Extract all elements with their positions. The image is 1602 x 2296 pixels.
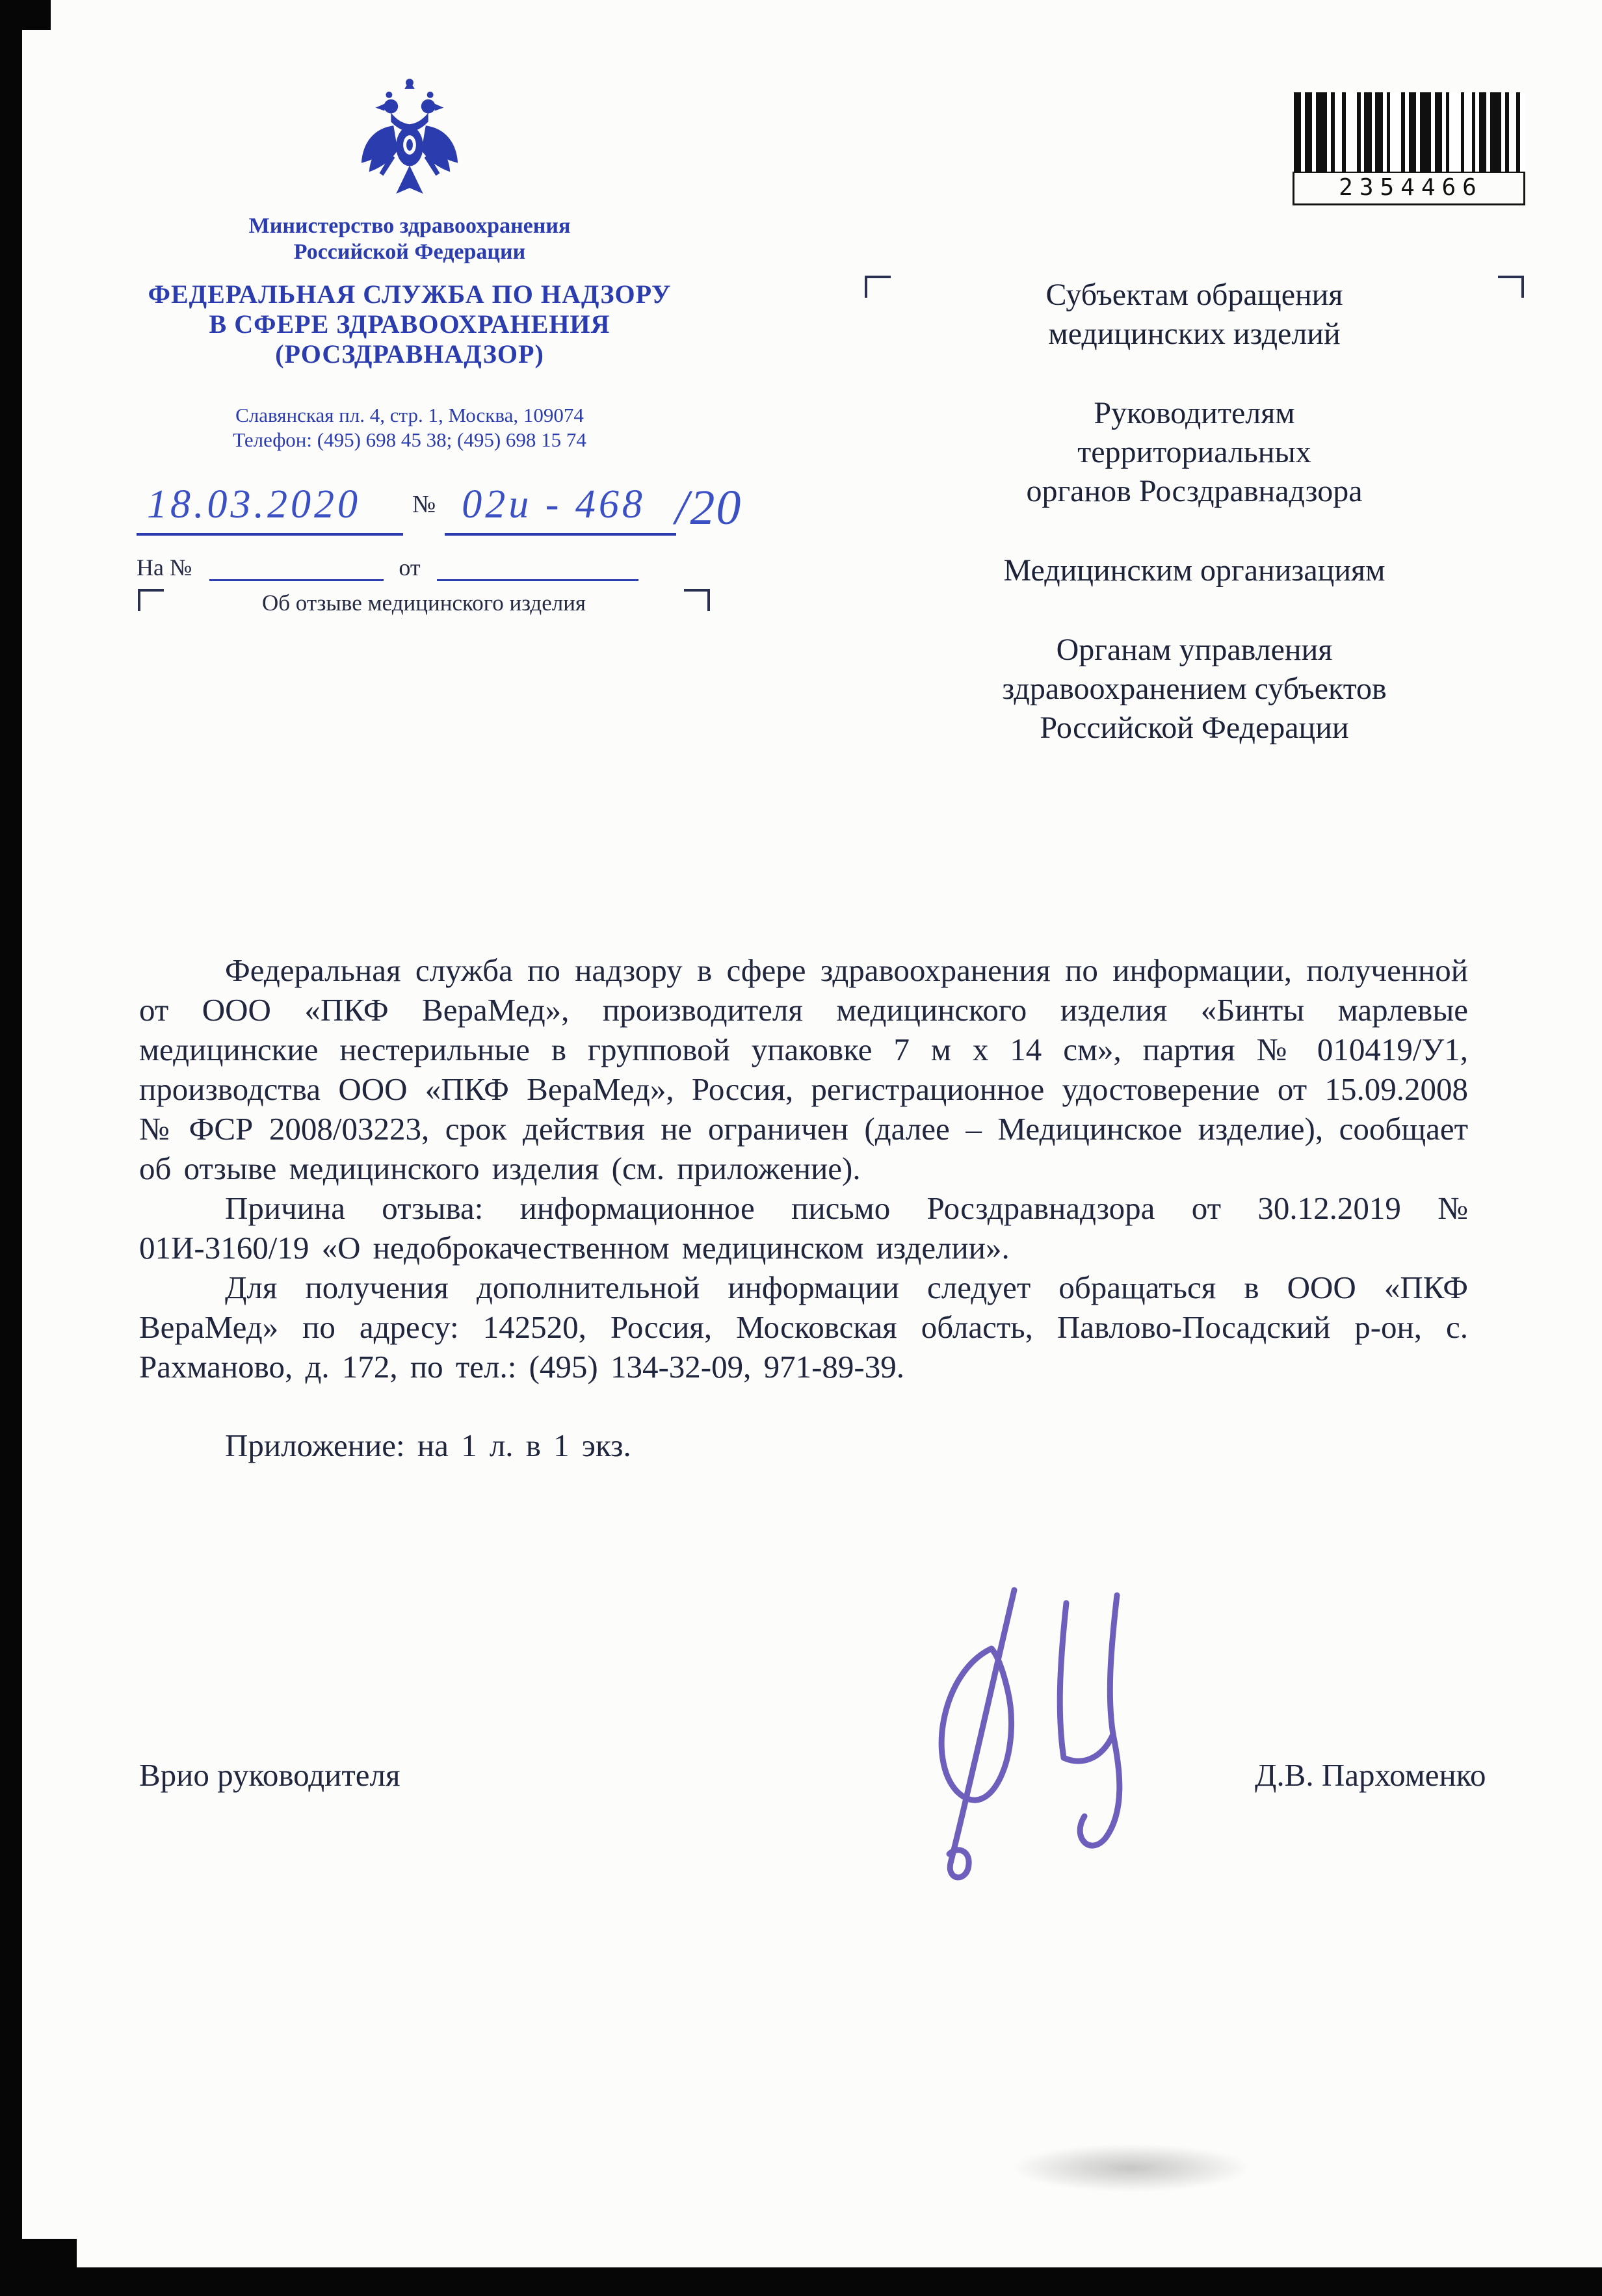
subject-corner-right — [684, 589, 710, 611]
handwritten-date: 18.03.2020 — [137, 482, 403, 536]
handwritten-signature — [852, 1558, 1151, 1896]
addressee-line: Российской Федерации — [1040, 711, 1349, 745]
barcode-number: 2354466 — [1293, 172, 1525, 205]
addressee-line: Руководителям — [1094, 396, 1295, 430]
addressee-line: медицинских изделий — [1048, 317, 1341, 351]
service-line-2: В СФЕРЕ ЗДРАВООХРАНЕНИЯ — [209, 309, 611, 339]
service-line-1: ФЕДЕРАЛЬНАЯ СЛУЖБА ПО НАДЗОРУ — [148, 280, 672, 309]
body-paragraph: Федеральная служба по надзору в сфере здравоохранения по информации, полученной от ООО «ПКФ ВераМед», производителя медицинского изделия «Бинты марлевые медицинские нестерильные в групповой упаковке 7 м х 14 см», партия № 010419/У1, производства ООО «ПКФ ВераМед», Россия, регистрационное удостоверение от 15.09.2008 № ФСР 2008/03223, срок действия не ограничен (далее – Медицинское изделие), сообщает об отзыве медицинского изделия (см. приложение). — [139, 952, 1468, 1186]
letterhead — [98, 75, 722, 452]
handwritten-number-suffix: /20 — [675, 480, 742, 535]
barcode — [1293, 92, 1525, 205]
reference-na-label: На № — [137, 554, 192, 581]
body-paragraph: Для получения дополнительной информации следует обращаться в ООО «ПКФ ВераМед» по адресу: 142520, Россия, Московская область, Павлово-Посадский р-он, с. Рахманово, д. 172, по тел.: (495) 134-32-09, 971-89-39. — [139, 1270, 1468, 1385]
attachment-line: Приложение: на 1 л. в 1 экз. — [225, 1428, 631, 1463]
subject-block — [138, 590, 710, 616]
letterhead-phone: Телефон: (495) 698 45 38; (495) 698 15 74 — [233, 428, 586, 451]
addressee-line: органов Росздравнадзора — [1026, 474, 1363, 508]
reference-date-blank — [437, 557, 638, 581]
number-sign: № — [412, 491, 436, 518]
addressee-corner-left — [865, 276, 891, 298]
addressee-line: территориальных — [1077, 435, 1311, 469]
scan-edge-bottom — [0, 2267, 1602, 2296]
ministry-line-2: Российской Федерации — [293, 240, 526, 264]
ministry-name — [98, 213, 722, 265]
barcode-bars — [1293, 92, 1525, 172]
addressee-line: Субъектам обращения — [1045, 278, 1343, 312]
reference-row — [137, 554, 638, 581]
service-line-3: (РОСЗДРАВНАДЗОР) — [275, 339, 544, 369]
addressee-item — [865, 551, 1524, 590]
signer-position-title: Врио руководителя — [139, 1757, 400, 1793]
letter-body — [139, 950, 1468, 1465]
reference-number-blank — [209, 557, 384, 581]
addressee-block — [865, 276, 1524, 748]
scan-corner-top-left — [0, 0, 51, 30]
addressee-line: Органам управления — [1056, 633, 1333, 667]
handwritten-number: 02и - 468 — [445, 482, 676, 536]
scan-smudge — [1011, 2144, 1252, 2192]
service-name — [98, 280, 722, 369]
signer-name: Д.В. Пархоменко — [1255, 1757, 1486, 1793]
ministry-line-1: Министерство здравоохранения — [248, 214, 571, 238]
scan-corner-bottom-left — [0, 2239, 77, 2296]
body-paragraph: Причина отзыва: информационное письмо Росздравнадзора от 30.12.2019 № 01И-3160/19 «О недоброкачественном медицинском изделии». — [139, 1190, 1468, 1266]
reference-ot-label: от — [399, 554, 421, 581]
addressee-corner-right — [1498, 276, 1524, 298]
subject-corner-left — [138, 589, 164, 611]
coat-of-arms-emblem — [355, 75, 464, 204]
scan-edge-left — [0, 0, 22, 2296]
addressee-item — [865, 394, 1524, 511]
letterhead-address: Славянская пл. 4, стр. 1, Москва, 109074 — [235, 404, 584, 426]
addressee-item — [865, 631, 1524, 748]
addressee-item — [865, 276, 1524, 354]
outgoing-number-row — [137, 473, 826, 536]
addressee-line: Медицинским организациям — [1003, 553, 1385, 588]
subject-text: Об отзыве медицинского изделия — [261, 590, 586, 616]
addressee-line: здравоохранением субъектов — [1002, 672, 1387, 706]
